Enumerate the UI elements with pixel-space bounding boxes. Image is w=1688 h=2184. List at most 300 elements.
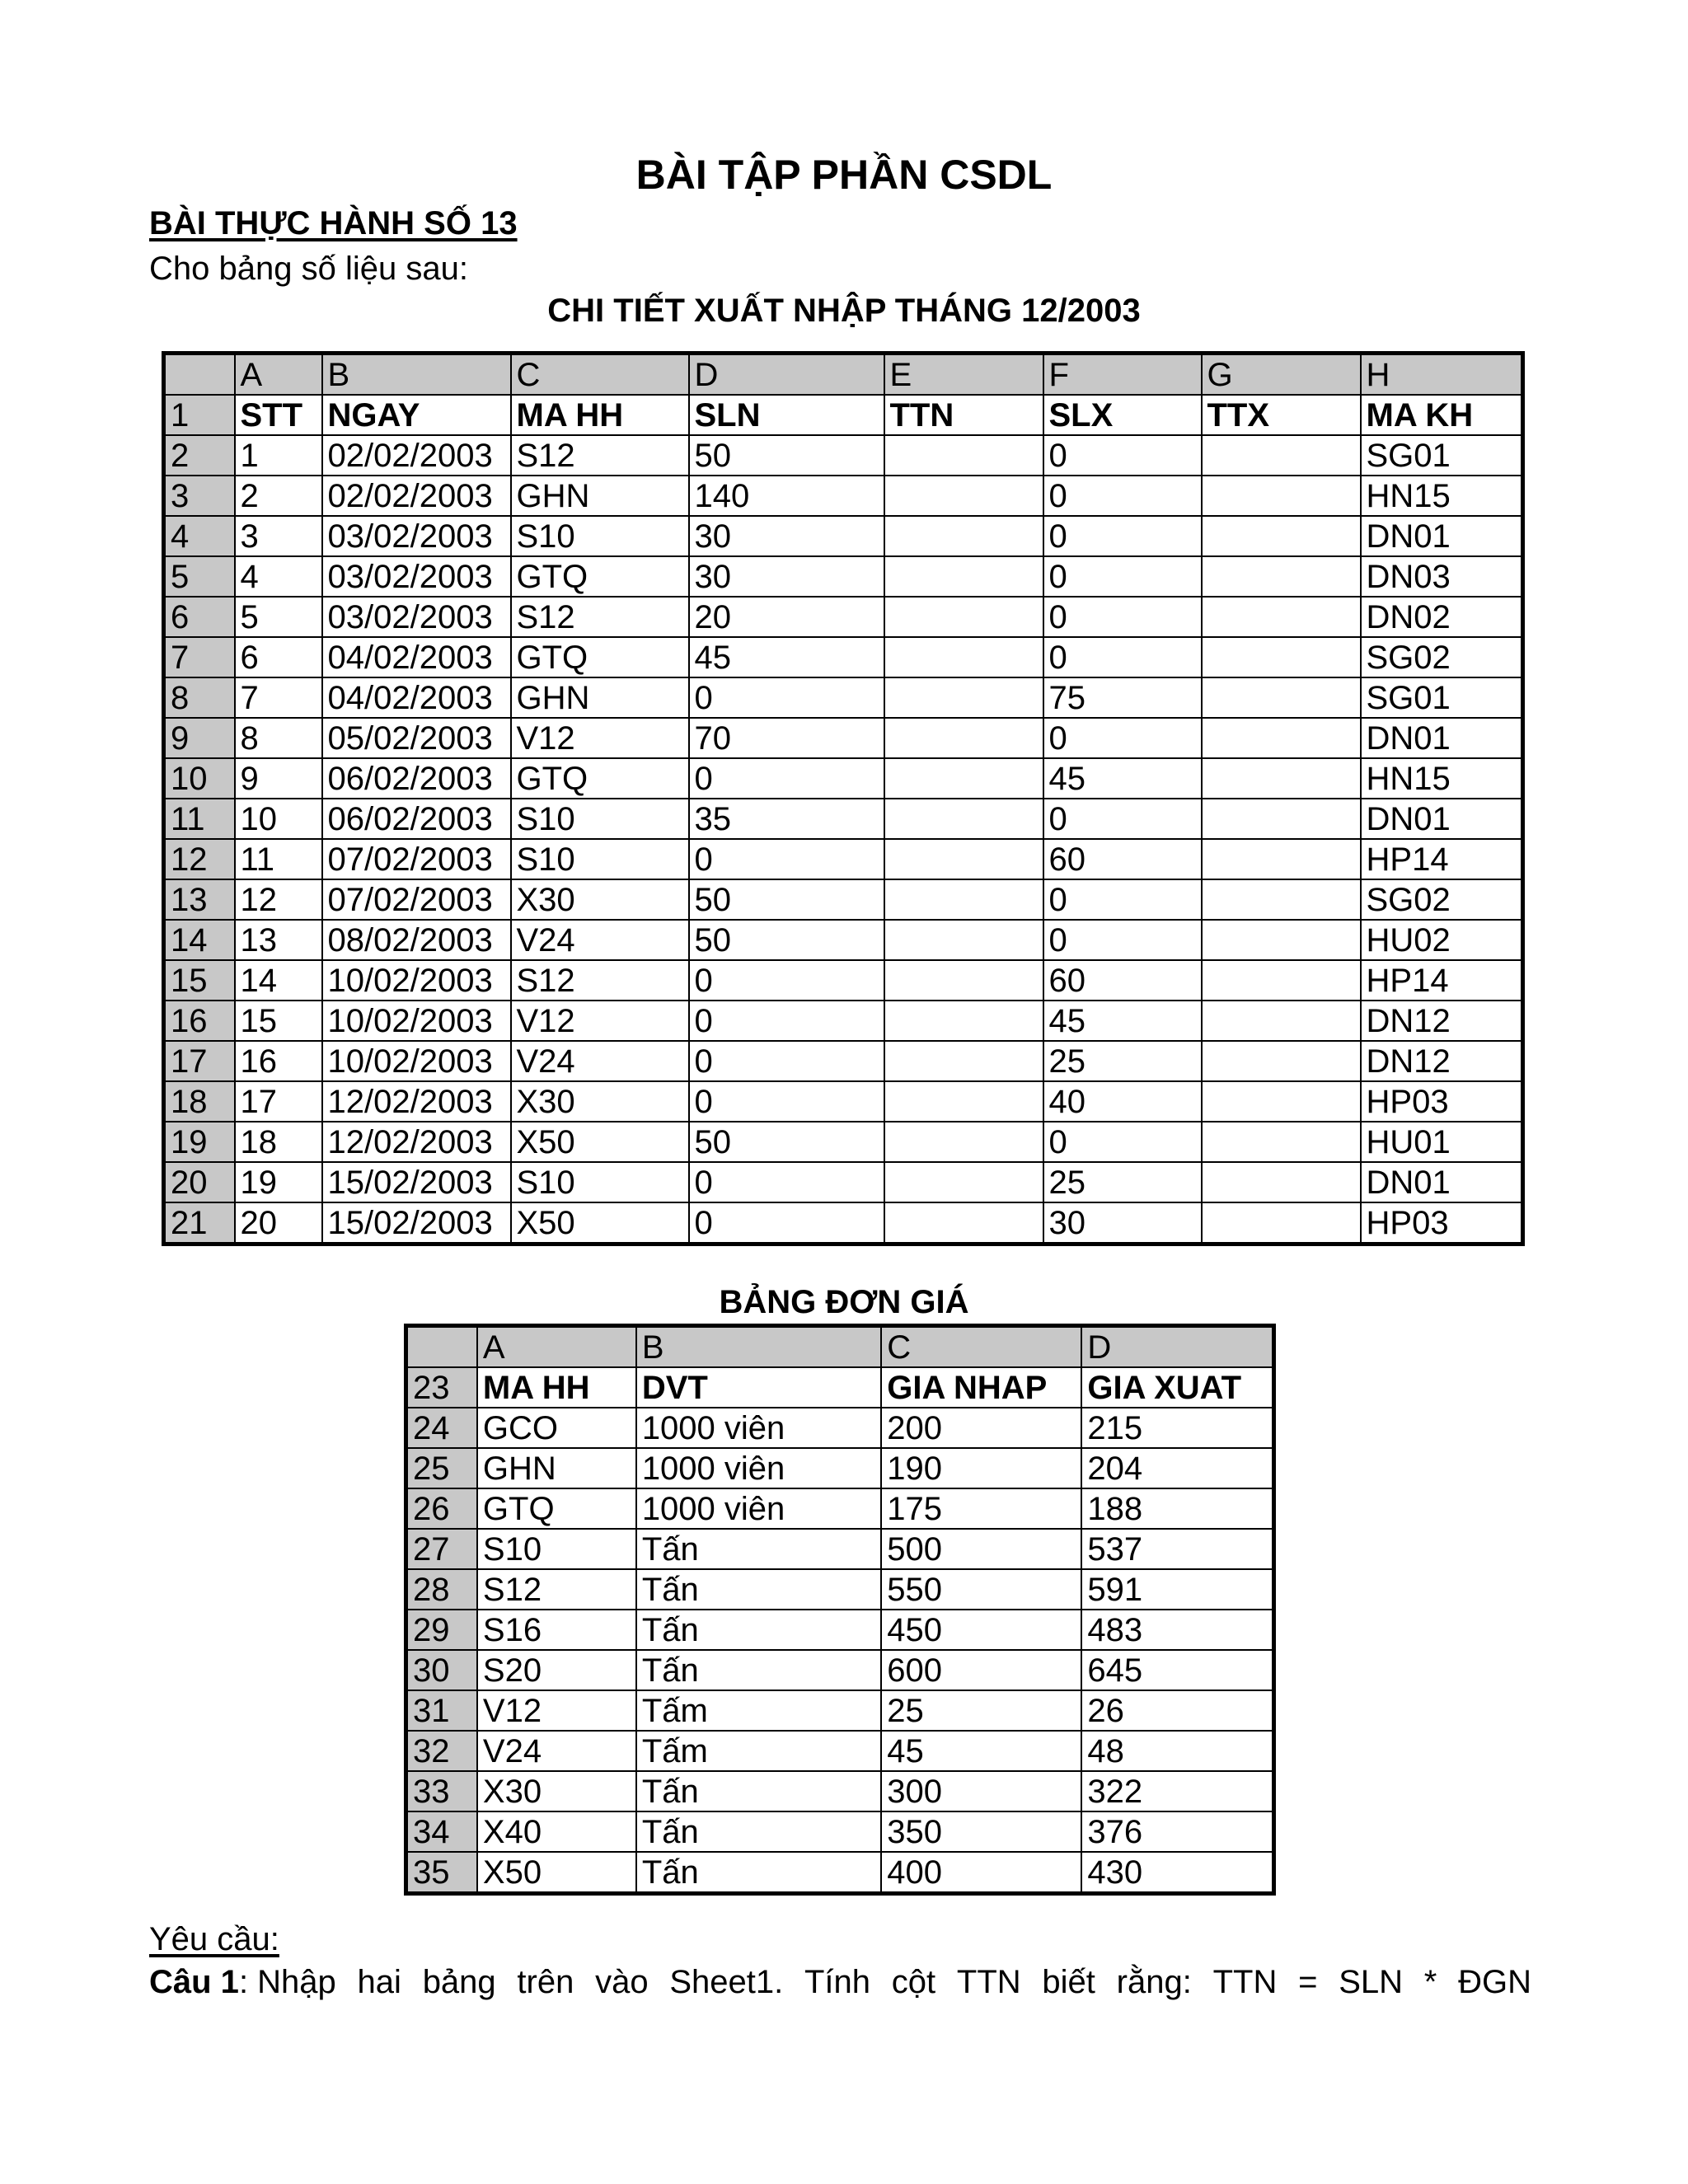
table-cell: 0: [1043, 435, 1202, 476]
table-cell: 75: [1043, 677, 1202, 718]
table-cell: [1202, 799, 1361, 839]
table-cell: 645: [1081, 1650, 1273, 1690]
table-cell: 25: [881, 1690, 1081, 1731]
table-cell: Tấn: [636, 1771, 881, 1811]
table-row: [164, 1162, 1523, 1202]
table-cell: 3: [235, 516, 322, 556]
table-cell: 48: [1081, 1731, 1273, 1771]
table-cell: GTQ: [511, 556, 689, 597]
table-cell: HN15: [1361, 476, 1523, 516]
table-cell: [884, 1162, 1043, 1202]
table-cell: [884, 435, 1043, 476]
column-letter: F: [1043, 354, 1202, 396]
table-cell: 10/02/2003: [322, 960, 511, 1001]
table-cell: 26: [1081, 1690, 1273, 1731]
table-row: [406, 1731, 1274, 1771]
table-cell: Tấn: [636, 1529, 881, 1569]
table-row: [406, 1610, 1274, 1650]
table-cell: 0: [1043, 476, 1202, 516]
table-cell: 300: [881, 1771, 1081, 1811]
table-cell: V24: [511, 1041, 689, 1081]
table-cell: [1202, 920, 1361, 960]
table-cell: V24: [511, 920, 689, 960]
table-row: [164, 1041, 1523, 1081]
field-header: SLN: [689, 395, 884, 435]
intro-text: Cho bảng số liệu sau:: [149, 251, 468, 287]
row-number: 28: [406, 1569, 477, 1610]
table-row: [164, 1202, 1523, 1244]
column-letter: E: [884, 354, 1043, 396]
table-cell: V12: [511, 718, 689, 758]
table-cell: 50: [689, 435, 884, 476]
table-cell: 50: [689, 920, 884, 960]
table-row: [164, 435, 1523, 476]
table-row: [406, 1650, 1274, 1690]
table-cell: SG02: [1361, 879, 1523, 920]
table-cell: 2: [235, 476, 322, 516]
row-number: 34: [406, 1811, 477, 1852]
table-cell: [884, 758, 1043, 799]
table-cell: 35: [689, 799, 884, 839]
table-cell: [1202, 758, 1361, 799]
table-row: [164, 879, 1523, 920]
table-cell: X30: [511, 879, 689, 920]
row-number: 15: [164, 960, 235, 1001]
row-number: 30: [406, 1650, 477, 1690]
table-row: [164, 758, 1523, 799]
table-cell: 20: [235, 1202, 322, 1244]
table-cell: 204: [1081, 1448, 1273, 1488]
table-row: [406, 1529, 1274, 1569]
table-cell: 0: [1043, 516, 1202, 556]
table-row: [164, 1001, 1523, 1041]
table-cell: [1202, 718, 1361, 758]
table-cell: [884, 556, 1043, 597]
table-cell: 140: [689, 476, 884, 516]
table-cell: Tấn: [636, 1610, 881, 1650]
table-cell: X30: [477, 1771, 636, 1811]
table-cell: 450: [881, 1610, 1081, 1650]
row-number: 5: [164, 556, 235, 597]
document-title: BÀI TẬP PHẦN CSDL: [635, 152, 1053, 198]
table-cell: 02/02/2003: [322, 476, 511, 516]
row-number: 32: [406, 1731, 477, 1771]
table-cell: [1202, 1001, 1361, 1041]
row-number: 10: [164, 758, 235, 799]
field-header: STT: [235, 395, 322, 435]
table-cell: 0: [1043, 597, 1202, 637]
table-cell: S12: [477, 1569, 636, 1610]
table-cell: 9: [235, 758, 322, 799]
table-cell: 14: [235, 960, 322, 1001]
table-cell: [884, 1001, 1043, 1041]
field-header: MA KH: [1361, 395, 1523, 435]
requirements-label: Yêu cầu:: [149, 1921, 279, 1957]
table-cell: SG02: [1361, 637, 1523, 677]
table-cell: [1202, 879, 1361, 920]
table-cell: HP14: [1361, 960, 1523, 1001]
table-cell: DN12: [1361, 1041, 1523, 1081]
table-cell: 03/02/2003: [322, 556, 511, 597]
question-1-word: : Nhập: [238, 1964, 336, 2000]
table-cell: [884, 677, 1043, 718]
table-cell: [884, 476, 1043, 516]
table-cell: 70: [689, 718, 884, 758]
table-cell: S12: [511, 435, 689, 476]
row-number: 11: [164, 799, 235, 839]
table-cell: X30: [511, 1081, 689, 1122]
table-cell: HU01: [1361, 1122, 1523, 1162]
table-cell: 60: [1043, 839, 1202, 879]
table-cell: S12: [511, 960, 689, 1001]
table-cell: 0: [689, 1162, 884, 1202]
table-cell: 1000 viên: [636, 1448, 881, 1488]
question-1-word: Tính: [804, 1964, 871, 2000]
field-header: SLX: [1043, 395, 1202, 435]
main-table-caption: CHI TIẾT XUẤT NHẬP THÁNG 12/2003: [547, 293, 1141, 329]
row-number: 14: [164, 920, 235, 960]
table-cell: DN01: [1361, 718, 1523, 758]
field-header: GIA NHAP: [881, 1367, 1081, 1408]
table-cell: 13: [235, 920, 322, 960]
question-1-word: ĐGN: [1458, 1964, 1531, 2000]
table-cell: 1000 viên: [636, 1408, 881, 1448]
table-cell: 190: [881, 1448, 1081, 1488]
table-cell: 600: [881, 1650, 1081, 1690]
table-row: [406, 1488, 1274, 1529]
table-cell: HP03: [1361, 1081, 1523, 1122]
field-header: TTN: [884, 395, 1043, 435]
table-cell: 04/02/2003: [322, 637, 511, 677]
table-cell: Tấn: [636, 1852, 881, 1894]
question-1-word: =: [1298, 1964, 1318, 2000]
table-cell: 05/02/2003: [322, 718, 511, 758]
row-number: 20: [164, 1162, 235, 1202]
table-cell: HP14: [1361, 839, 1523, 879]
table-cell: DN01: [1361, 516, 1523, 556]
question-1-word: cột: [891, 1964, 936, 2000]
table-cell: 430: [1081, 1852, 1273, 1894]
row-number: 25: [406, 1448, 477, 1488]
table-cell: V12: [511, 1001, 689, 1041]
column-letter: D: [689, 354, 884, 396]
table-cell: Tấm: [636, 1690, 881, 1731]
table-cell: 25: [1043, 1041, 1202, 1081]
table-cell: 03/02/2003: [322, 597, 511, 637]
table-cell: 18: [235, 1122, 322, 1162]
table-row: [406, 1690, 1274, 1731]
table-cell: S10: [477, 1529, 636, 1569]
row-number: 21: [164, 1202, 235, 1244]
question-1-word: biết: [1042, 1964, 1095, 2000]
table-cell: [1202, 597, 1361, 637]
row-number: 3: [164, 476, 235, 516]
row-number: 24: [406, 1408, 477, 1448]
table-cell: DN03: [1361, 556, 1523, 597]
table-cell: [884, 516, 1043, 556]
row-number: 16: [164, 1001, 235, 1041]
table-cell: 7: [235, 677, 322, 718]
table-cell: [884, 799, 1043, 839]
table-cell: X50: [511, 1122, 689, 1162]
table-cell: [884, 960, 1043, 1001]
column-letter: D: [1081, 1326, 1273, 1368]
table-row: [164, 597, 1523, 637]
row-number: 33: [406, 1771, 477, 1811]
row-number: 4: [164, 516, 235, 556]
table-cell: S16: [477, 1610, 636, 1650]
table-cell: 19: [235, 1162, 322, 1202]
table-cell: 45: [1043, 758, 1202, 799]
column-letter: B: [322, 354, 511, 396]
table-cell: 0: [1043, 1122, 1202, 1162]
column-letter: [164, 354, 235, 396]
table-cell: [1202, 1041, 1361, 1081]
table-cell: 550: [881, 1569, 1081, 1610]
row-number: 27: [406, 1529, 477, 1569]
table-cell: 537: [1081, 1529, 1273, 1569]
table-row: [164, 1122, 1523, 1162]
table-cell: GTQ: [477, 1488, 636, 1529]
table-cell: X50: [511, 1202, 689, 1244]
question-1-word: bảng: [422, 1964, 496, 2000]
unit-price-table: [404, 1324, 1276, 1896]
question-1-word: SLN: [1339, 1964, 1404, 2000]
table-cell: [1202, 1162, 1361, 1202]
field-header-row: [164, 395, 1523, 435]
field-header: NGAY: [322, 395, 511, 435]
table-cell: [1202, 556, 1361, 597]
table-cell: [1202, 1122, 1361, 1162]
question-1-label: Câu 1: [149, 1964, 239, 2000]
table-cell: [884, 1122, 1043, 1162]
row-number: 35: [406, 1852, 477, 1894]
table-cell: 1000 viên: [636, 1488, 881, 1529]
import-export-detail-table: [162, 351, 1525, 1246]
table-cell: [1202, 435, 1361, 476]
table-cell: [884, 1041, 1043, 1081]
table-cell: S20: [477, 1650, 636, 1690]
table-cell: 0: [1043, 920, 1202, 960]
column-letter: C: [881, 1326, 1081, 1368]
table-cell: 5: [235, 597, 322, 637]
question-1-word: Sheet1.: [669, 1964, 784, 2000]
table-cell: [884, 839, 1043, 879]
table-cell: HN15: [1361, 758, 1523, 799]
column-letter-row: [406, 1326, 1274, 1368]
table-cell: 04/02/2003: [322, 677, 511, 718]
question-1-word: TTN: [956, 1964, 1021, 2000]
field-header-row: [406, 1367, 1274, 1408]
table-cell: 483: [1081, 1610, 1273, 1650]
table-cell: [1202, 1081, 1361, 1122]
column-letter-row: [164, 354, 1523, 396]
column-letter: A: [235, 354, 322, 396]
table-cell: 591: [1081, 1569, 1273, 1610]
table-cell: 15: [235, 1001, 322, 1041]
table-cell: 15/02/2003: [322, 1162, 511, 1202]
row-number: 18: [164, 1081, 235, 1122]
table-cell: HU02: [1361, 920, 1523, 960]
exercise-heading: BÀI THỰC HÀNH SỐ 13: [149, 205, 518, 241]
table-cell: SG01: [1361, 677, 1523, 718]
row-number: 9: [164, 718, 235, 758]
table-cell: S10: [511, 516, 689, 556]
row-number: 2: [164, 435, 235, 476]
table-cell: 0: [1043, 556, 1202, 597]
table-cell: V24: [477, 1731, 636, 1771]
field-header: MA HH: [511, 395, 689, 435]
question-1-word: vào: [595, 1964, 649, 2000]
table-cell: Tấn: [636, 1650, 881, 1690]
table-row: [164, 677, 1523, 718]
table-cell: 4: [235, 556, 322, 597]
table-row: [164, 1081, 1523, 1122]
table-cell: [884, 920, 1043, 960]
table-cell: Tấn: [636, 1569, 881, 1610]
table-cell: 0: [689, 677, 884, 718]
row-number: 8: [164, 677, 235, 718]
table-cell: S10: [511, 839, 689, 879]
table-cell: 25: [1043, 1162, 1202, 1202]
table-row: [164, 718, 1523, 758]
row-number: 1: [164, 395, 235, 435]
column-letter: H: [1361, 354, 1523, 396]
row-number: 17: [164, 1041, 235, 1081]
question-1-word: *: [1423, 1964, 1437, 2000]
table-cell: SG01: [1361, 435, 1523, 476]
table-cell: X40: [477, 1811, 636, 1852]
table-cell: 45: [1043, 1001, 1202, 1041]
column-letter: [406, 1326, 477, 1368]
table-cell: 0: [689, 1041, 884, 1081]
table-row: [406, 1852, 1274, 1894]
row-number: 26: [406, 1488, 477, 1529]
table-cell: 50: [689, 1122, 884, 1162]
table-cell: 17: [235, 1081, 322, 1122]
column-letter: G: [1202, 354, 1361, 396]
table-cell: 1: [235, 435, 322, 476]
table-row: [406, 1811, 1274, 1852]
table-cell: [1202, 476, 1361, 516]
table-row: [164, 920, 1523, 960]
table-cell: 06/02/2003: [322, 799, 511, 839]
table-cell: 10/02/2003: [322, 1041, 511, 1081]
table-cell: 188: [1081, 1488, 1273, 1529]
price-table-caption: BẢNG ĐƠN GIÁ: [719, 1284, 969, 1320]
row-number: 6: [164, 597, 235, 637]
table-cell: 8: [235, 718, 322, 758]
table-row: [164, 476, 1523, 516]
row-number: 7: [164, 637, 235, 677]
table-cell: 15/02/2003: [322, 1202, 511, 1244]
table-cell: 0: [689, 1001, 884, 1041]
table-cell: 10/02/2003: [322, 1001, 511, 1041]
table-cell: GTQ: [511, 637, 689, 677]
table-cell: S10: [511, 1162, 689, 1202]
table-row: [164, 799, 1523, 839]
field-header: GIA XUAT: [1081, 1367, 1273, 1408]
table-cell: 322: [1081, 1771, 1273, 1811]
table-cell: DN02: [1361, 597, 1523, 637]
table-cell: 40: [1043, 1081, 1202, 1122]
question-1-word: TTN: [1212, 1964, 1278, 2000]
table-cell: 30: [689, 516, 884, 556]
table-cell: Tấn: [636, 1811, 881, 1852]
table-cell: 0: [689, 960, 884, 1001]
row-number: 12: [164, 839, 235, 879]
table-cell: [884, 879, 1043, 920]
table-cell: [1202, 960, 1361, 1001]
table-row: [164, 637, 1523, 677]
table-row: [406, 1771, 1274, 1811]
column-letter: C: [511, 354, 689, 396]
table-cell: 08/02/2003: [322, 920, 511, 960]
table-row: [164, 960, 1523, 1001]
table-cell: [1202, 1202, 1361, 1244]
table-cell: 30: [1043, 1202, 1202, 1244]
table-row: [164, 839, 1523, 879]
table-cell: [884, 1081, 1043, 1122]
table-cell: 07/02/2003: [322, 879, 511, 920]
table-row: [406, 1569, 1274, 1610]
table-row: [406, 1448, 1274, 1488]
table-cell: 200: [881, 1408, 1081, 1448]
table-cell: 215: [1081, 1408, 1273, 1448]
table-cell: 12/02/2003: [322, 1081, 511, 1122]
table-cell: GHN: [511, 677, 689, 718]
table-cell: DN12: [1361, 1001, 1523, 1041]
table-cell: 0: [689, 758, 884, 799]
table-cell: 07/02/2003: [322, 839, 511, 879]
table-cell: [1202, 839, 1361, 879]
table-cell: Tấm: [636, 1731, 881, 1771]
table-cell: 500: [881, 1529, 1081, 1569]
table-cell: 0: [1043, 799, 1202, 839]
field-header: MA HH: [477, 1367, 636, 1408]
table-cell: 02/02/2003: [322, 435, 511, 476]
row-number: 13: [164, 879, 235, 920]
question-1-word: trên: [517, 1964, 574, 2000]
table-cell: [1202, 516, 1361, 556]
field-header: TTX: [1202, 395, 1361, 435]
table-cell: [884, 718, 1043, 758]
table-cell: 30: [689, 556, 884, 597]
table-cell: 0: [1043, 879, 1202, 920]
table-cell: 16: [235, 1041, 322, 1081]
table-cell: 50: [689, 879, 884, 920]
table-cell: GTQ: [511, 758, 689, 799]
table-cell: [884, 637, 1043, 677]
table-cell: X50: [477, 1852, 636, 1894]
table-cell: 45: [881, 1731, 1081, 1771]
table-cell: GHN: [511, 476, 689, 516]
row-number: 31: [406, 1690, 477, 1731]
table-cell: GHN: [477, 1448, 636, 1488]
table-cell: V12: [477, 1690, 636, 1731]
table-cell: 0: [1043, 637, 1202, 677]
table-cell: [884, 1202, 1043, 1244]
table-cell: 20: [689, 597, 884, 637]
table-row: [406, 1408, 1274, 1448]
question-1-word: rằng:: [1116, 1964, 1192, 2000]
table-cell: S12: [511, 597, 689, 637]
row-number: 19: [164, 1122, 235, 1162]
table-cell: 376: [1081, 1811, 1273, 1852]
table-cell: 400: [881, 1852, 1081, 1894]
table-cell: 45: [689, 637, 884, 677]
table-cell: 12: [235, 879, 322, 920]
